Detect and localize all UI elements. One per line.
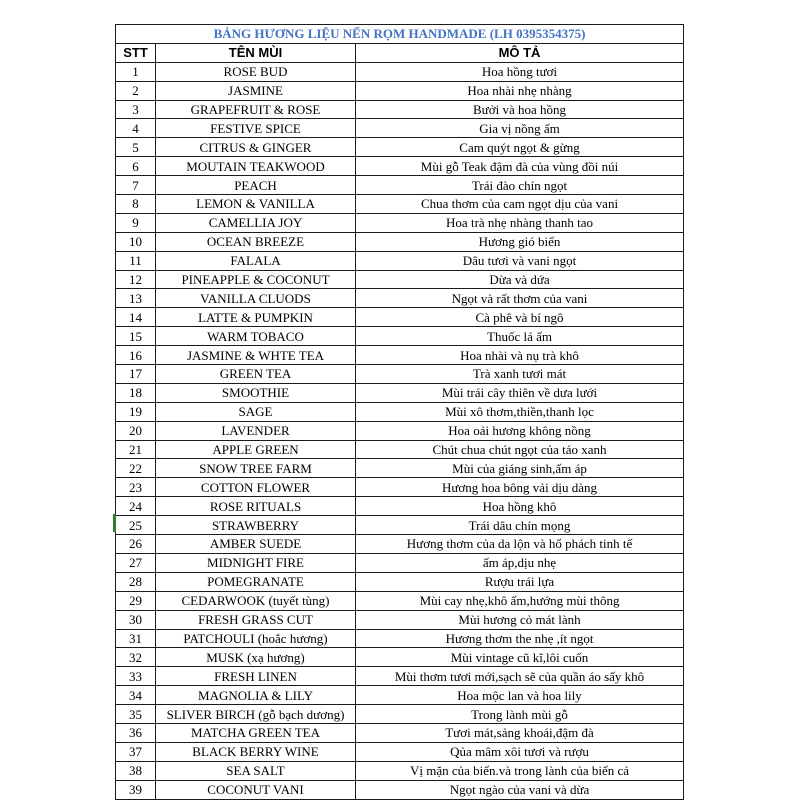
scent-description-cell[interactable]: Chút chua chút ngọt của táo xanh <box>356 440 684 459</box>
scent-description-cell[interactable]: ấm áp,dịu nhẹ <box>356 553 684 572</box>
header-row <box>116 43 684 62</box>
scent-name-cell[interactable]: JASMINE & WHTE TEA <box>156 346 356 365</box>
row-number-cell[interactable]: 24 <box>116 497 156 516</box>
header-name[interactable]: TÊN MÙI <box>156 43 356 62</box>
row-selection-marker <box>113 514 116 532</box>
scent-name-cell[interactable]: APPLE GREEN <box>156 440 356 459</box>
scent-name-cell[interactable]: PATCHOULI (hoắc hương) <box>156 629 356 648</box>
scent-name-cell[interactable]: CEDARWOOK (tuyết tùng) <box>156 591 356 610</box>
table-row <box>116 251 684 270</box>
table-row <box>116 686 684 705</box>
row-number-cell[interactable]: 6 <box>116 157 156 176</box>
scent-name-cell[interactable]: PEACH <box>156 176 356 195</box>
table-row <box>116 346 684 365</box>
scent-name-cell[interactable]: AMBER SUEDE <box>156 535 356 554</box>
row-number-cell[interactable]: 5 <box>116 138 156 157</box>
scent-name-cell[interactable]: COCONUT VANI <box>156 780 356 799</box>
row-number-cell[interactable]: 2 <box>116 81 156 100</box>
scent-description-cell[interactable]: Cam quýt ngọt & gừng <box>356 138 684 157</box>
table-row <box>116 780 684 799</box>
scent-description-cell[interactable]: Hoa hồng khô <box>356 497 684 516</box>
scent-description-cell[interactable]: Mùi thơm tươi mới,sạch sẽ của quần áo sấy khô <box>356 667 684 686</box>
table-row <box>116 478 684 497</box>
scent-description-cell[interactable]: Trái dâu chín mọng <box>356 516 684 535</box>
row-number-cell[interactable]: 19 <box>116 402 156 421</box>
scent-description-cell[interactable]: Dừa và dứa <box>356 270 684 289</box>
row-number-cell[interactable]: 39 <box>116 780 156 799</box>
scent-name-cell[interactable]: STRAWBERRY <box>156 516 356 535</box>
header-stt[interactable]: STT <box>116 43 156 62</box>
table-row <box>116 81 684 100</box>
table-row <box>116 516 684 535</box>
scent-name-cell[interactable]: SEA SALT <box>156 761 356 780</box>
row-number-cell[interactable]: 7 <box>116 176 156 195</box>
scent-name-cell[interactable]: POMEGRANATE <box>156 572 356 591</box>
row-number-cell[interactable]: 31 <box>116 629 156 648</box>
table-row <box>116 667 684 686</box>
table-row <box>116 232 684 251</box>
table-row <box>116 308 684 327</box>
row-number-cell[interactable]: 30 <box>116 610 156 629</box>
table-row <box>116 723 684 742</box>
title-row <box>116 25 684 44</box>
scent-name-cell[interactable]: FESTIVE SPICE <box>156 119 356 138</box>
sheet-right-gutter <box>683 0 800 800</box>
row-number-cell[interactable]: 1 <box>116 62 156 81</box>
scent-name-cell[interactable]: MOUTAIN TEAKWOOD <box>156 157 356 176</box>
row-number-cell[interactable]: 14 <box>116 308 156 327</box>
row-number-cell[interactable]: 34 <box>116 686 156 705</box>
row-number-cell[interactable]: 35 <box>116 705 156 724</box>
row-number-cell[interactable]: 36 <box>116 723 156 742</box>
table-row <box>116 138 684 157</box>
table-row <box>116 213 684 232</box>
scent-name-cell[interactable]: OCEAN BREEZE <box>156 232 356 251</box>
scent-name-cell[interactable]: FRESH LINEN <box>156 667 356 686</box>
scent-name-cell[interactable]: GRAPEFRUIT & ROSE <box>156 100 356 119</box>
scent-description-cell[interactable]: Hoa oải hương không nồng <box>356 421 684 440</box>
table-row <box>116 648 684 667</box>
scent-description-cell[interactable]: Rượu trái lựa <box>356 572 684 591</box>
scent-description-cell[interactable]: Trái đào chín ngọt <box>356 176 684 195</box>
table-row <box>116 157 684 176</box>
scent-description-cell[interactable]: Tươi mát,sảng khoái,đậm đà <box>356 723 684 742</box>
scent-description-cell[interactable]: Mùi vintage cũ kĩ,lôi cuốn <box>356 648 684 667</box>
scent-name-cell[interactable]: FRESH GRASS CUT <box>156 610 356 629</box>
row-number-cell[interactable]: 21 <box>116 440 156 459</box>
scent-name-cell[interactable]: MATCHA GREEN TEA <box>156 723 356 742</box>
scent-description-cell[interactable]: Mùi trái cây thiên về dưa lưới <box>356 383 684 402</box>
row-number-cell[interactable]: 29 <box>116 591 156 610</box>
table-row <box>116 270 684 289</box>
table-row <box>116 289 684 308</box>
row-number-cell[interactable]: 12 <box>116 270 156 289</box>
scent-description-cell[interactable]: Hương thơm the nhẹ ,ít ngọt <box>356 629 684 648</box>
scent-description-cell[interactable]: Gia vị nồng ấm <box>356 119 684 138</box>
scent-description-cell[interactable]: Mùi xô thơm,thiền,thanh lọc <box>356 402 684 421</box>
scent-name-cell[interactable]: ROSE RITUALS <box>156 497 356 516</box>
scent-description-cell[interactable]: Mùi của giáng sinh,ấm áp <box>356 459 684 478</box>
scent-name-cell[interactable]: LEMON & VANILLA <box>156 195 356 214</box>
table-row <box>116 62 684 81</box>
row-number-cell[interactable]: 37 <box>116 742 156 761</box>
row-number-cell[interactable]: 25 <box>116 516 156 535</box>
table-row <box>116 440 684 459</box>
table-row <box>116 421 684 440</box>
table-row <box>116 572 684 591</box>
row-number-cell[interactable]: 23 <box>116 478 156 497</box>
scent-name-cell[interactable]: MAGNOLIA & LILY <box>156 686 356 705</box>
table-row <box>116 591 684 610</box>
scent-name-cell[interactable]: PINEAPPLE & COCONUT <box>156 270 356 289</box>
row-number-cell[interactable]: 3 <box>116 100 156 119</box>
scent-description-cell[interactable]: Ngọt và rất thơm của vani <box>356 289 684 308</box>
scent-description-cell[interactable]: Trong lành mùi gỗ <box>356 705 684 724</box>
row-number-cell[interactable]: 18 <box>116 383 156 402</box>
scent-description-cell[interactable]: Trà xanh tươi mát <box>356 365 684 384</box>
row-number-cell[interactable]: 22 <box>116 459 156 478</box>
scent-description-cell[interactable]: Hoa trà nhẹ nhàng thanh tao <box>356 213 684 232</box>
table-row <box>116 629 684 648</box>
scent-description-cell[interactable]: Bưởi và hoa hồng <box>356 100 684 119</box>
table-row <box>116 535 684 554</box>
scent-name-cell[interactable]: COTTON FLOWER <box>156 478 356 497</box>
row-number-cell[interactable]: 17 <box>116 365 156 384</box>
table-row <box>116 742 684 761</box>
table-row <box>116 383 684 402</box>
scent-name-cell[interactable]: GREEN TEA <box>156 365 356 384</box>
scent-description-cell[interactable]: Hương gió biển <box>356 232 684 251</box>
row-number-cell[interactable]: 26 <box>116 535 156 554</box>
scent-name-cell[interactable]: SLIVER BIRCH (gỗ bạch dương) <box>156 705 356 724</box>
scent-description-cell[interactable]: Mùi gỗ Teak đậm đà của vùng đồi núi <box>356 157 684 176</box>
row-number-cell[interactable]: 4 <box>116 119 156 138</box>
scent-description-cell[interactable]: Mùi cay nhẹ,khô ấm,hướng mùi thông <box>356 591 684 610</box>
scent-description-cell[interactable]: Hoa nhài nhẹ nhàng <box>356 81 684 100</box>
scent-name-cell[interactable]: BLACK BERRY WINE <box>156 742 356 761</box>
scent-description-cell[interactable]: Dâu tươi và vani ngọt <box>356 251 684 270</box>
scent-description-cell[interactable]: Hoa hồng tươi <box>356 62 684 81</box>
row-number-cell[interactable]: 32 <box>116 648 156 667</box>
table-row <box>116 459 684 478</box>
scent-name-cell[interactable]: JASMINE <box>156 81 356 100</box>
table-row <box>116 100 684 119</box>
row-number-cell[interactable]: 16 <box>116 346 156 365</box>
table-body <box>116 62 684 799</box>
scent-description-cell[interactable]: Hương hoa bông vải dịu dàng <box>356 478 684 497</box>
row-number-cell[interactable]: 33 <box>116 667 156 686</box>
table-row <box>116 365 684 384</box>
sheet-top-strip <box>115 0 683 24</box>
scent-name-cell[interactable]: LATTE & PUMPKIN <box>156 308 356 327</box>
table-row <box>116 195 684 214</box>
scent-name-cell[interactable]: ROSE BUD <box>156 62 356 81</box>
scent-description-cell[interactable]: Thuốc lá ấm <box>356 327 684 346</box>
scent-name-cell[interactable]: VANILLA CLUODS <box>156 289 356 308</box>
table-row <box>116 610 684 629</box>
scent-description-cell[interactable]: Ngọt ngào của vani và dừa <box>356 780 684 799</box>
table-row <box>116 119 684 138</box>
sheet-title[interactable]: BẢNG HƯƠNG LIỆU NẾN RỌM HANDMADE (LH 0395354375) <box>116 25 684 44</box>
table-row <box>116 176 684 195</box>
table-row <box>116 553 684 572</box>
row-number-cell[interactable]: 15 <box>116 327 156 346</box>
scent-name-cell[interactable]: WARM TOBACO <box>156 327 356 346</box>
scent-description-cell[interactable]: Hoa nhài và nụ trà khô <box>356 346 684 365</box>
scent-name-cell[interactable]: FALALA <box>156 251 356 270</box>
table-row <box>116 761 684 780</box>
row-number-cell[interactable]: 8 <box>116 195 156 214</box>
scent-name-cell[interactable]: SNOW TREE FARM <box>156 459 356 478</box>
header-desc[interactable]: MÔ TẢ <box>356 43 684 62</box>
scent-name-cell[interactable]: CAMELLIA JOY <box>156 213 356 232</box>
scent-description-cell[interactable]: Vị mặn của biển.và trong lành của biển cả <box>356 761 684 780</box>
scent-description-cell[interactable]: Hoa mộc lan và hoa lily <box>356 686 684 705</box>
row-number-cell[interactable]: 11 <box>116 251 156 270</box>
table-row <box>116 705 684 724</box>
scent-name-cell[interactable]: MUSK (xạ hương) <box>156 648 356 667</box>
scent-name-cell[interactable]: CITRUS & GINGER <box>156 138 356 157</box>
scent-description-cell[interactable]: Hương thơm của da lộn và hổ phách tinh tế <box>356 535 684 554</box>
scent-description-cell[interactable]: Chua thơm của cam ngọt dịu của vani <box>356 195 684 214</box>
scent-name-cell[interactable]: SAGE <box>156 402 356 421</box>
scent-description-cell[interactable]: Mùi hương cỏ mát lành <box>356 610 684 629</box>
scent-table <box>115 24 684 800</box>
scent-description-cell[interactable]: Cà phê và bí ngô <box>356 308 684 327</box>
table-row <box>116 497 684 516</box>
row-number-cell[interactable]: 27 <box>116 553 156 572</box>
row-number-cell[interactable]: 38 <box>116 761 156 780</box>
row-number-cell[interactable]: 13 <box>116 289 156 308</box>
table-row <box>116 402 684 421</box>
scent-name-cell[interactable]: SMOOTHIE <box>156 383 356 402</box>
scent-name-cell[interactable]: LAVENDER <box>156 421 356 440</box>
row-number-cell[interactable]: 28 <box>116 572 156 591</box>
scent-description-cell[interactable]: Qủa mâm xôi tươi và rượu <box>356 742 684 761</box>
row-number-cell[interactable]: 10 <box>116 232 156 251</box>
row-number-cell[interactable]: 9 <box>116 213 156 232</box>
table-row <box>116 327 684 346</box>
scent-name-cell[interactable]: MIDNIGHT FIRE <box>156 553 356 572</box>
row-number-cell[interactable]: 20 <box>116 421 156 440</box>
